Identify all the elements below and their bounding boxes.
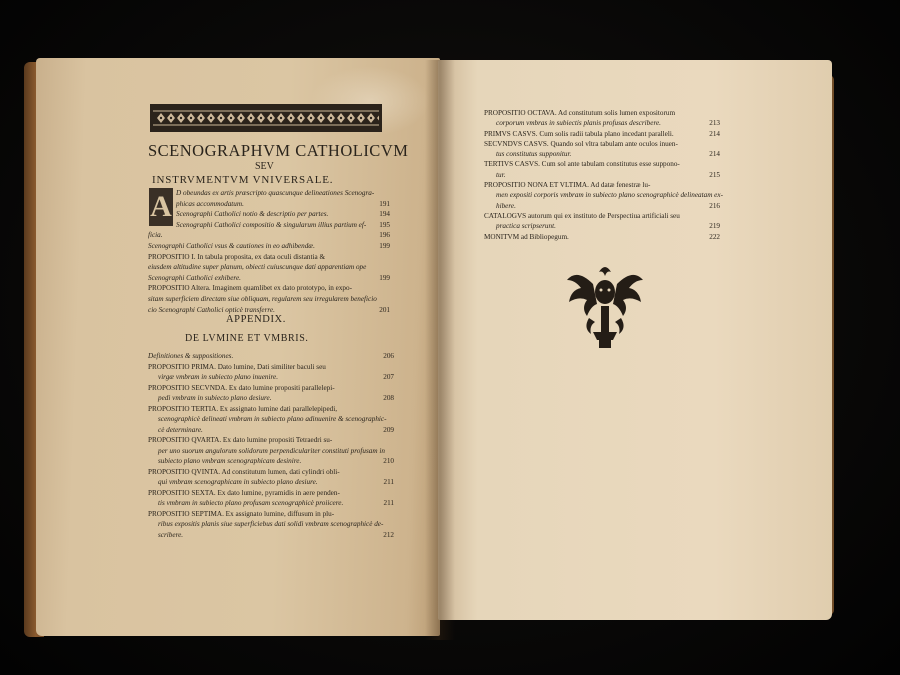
toc-line [148,477,394,488]
toc-line [484,139,720,149]
toc-line [148,446,394,457]
toc-text: PROPOSITIO Altera. Imaginem quamlibet ex dato prototypo, in expo- [148,284,353,293]
toc-line [148,262,390,273]
toc-line [148,199,390,210]
toc-line [484,190,723,200]
toc-line [148,241,390,252]
seu-label: SEV [255,161,274,172]
toc-line [148,220,390,231]
toc-page-number: 191 [379,199,390,208]
toc-text: PROPOSITIO OCTAVA. Ad constitutum solis lumen expositorum [484,109,676,117]
toc-part2 [148,351,394,540]
toc-line [484,170,720,180]
toc-text: tur. [496,170,506,179]
toc-line [148,362,394,373]
tailpiece-vignette [563,262,647,350]
toc-line [148,488,394,499]
toc-page-number: 212 [383,530,394,539]
toc-page-number: 222 [709,232,720,241]
toc-text: tis vmbram in subiecto plano profusam scenographicè proiicere. [158,499,344,507]
main-title: SCENOGRAPHVM CATHOLICVM [148,141,409,160]
toc-text: D obeundas ex artis præscripto quascunque delineationes Scenogra- [176,189,375,197]
toc-line [484,129,720,139]
toc-text: cè determinare. [158,425,203,434]
toc-line [148,456,394,467]
toc-right [484,108,723,242]
toc-page-number: 201 [379,305,390,314]
toc-line [484,232,720,242]
toc-text: scribere. [158,530,184,539]
toc-text: MONITVM ad Bibliopegum. [484,232,569,241]
toc-text: tus constitutus supponitur. [496,150,572,159]
toc-line [148,383,394,394]
toc-text: per uno suorum angulorum solidorum perpendiculariter constituti profusam in [158,446,385,455]
toc-line [148,351,394,362]
toc-line [148,188,390,199]
toc-line [148,372,394,383]
toc-text: SECVNDVS CASVS. Quando sol vltra tabulam ante oculos inuen- [484,139,678,148]
toc-text: Scenographi Catholici compositio & singularum illius partium ef- [176,220,367,229]
toc-line [148,252,390,263]
toc-line [148,294,390,305]
toc-page-number: 208 [383,394,394,402]
toc-page-number: 211 [383,478,394,486]
toc-text: PROPOSITIO TERTIA. Ex assignato lumine dati parallelepipedi, [148,404,338,413]
toc-line [484,118,720,128]
toc-text: hibere. [496,201,516,210]
toc-text: subiecto plano vmbram scenographicam desinire. [158,457,302,465]
toc-text: Scenographi Catholici exhibere. [148,273,241,282]
toc-text: Definitiones & suppositiones. [148,352,234,360]
toc-part1 [148,188,390,315]
toc-line [148,230,390,241]
toc-page-number: 209 [383,425,394,434]
toc-page-number: 211 [383,499,394,507]
toc-page-number: 215 [709,170,720,179]
headpiece-ornament [150,104,382,132]
toc-page-number: 199 [379,241,390,250]
toc-line [148,404,394,415]
toc-text: PROPOSITIO QVINTA. Ad constitutum lumen, dati cylindri obli- [148,467,340,476]
toc-line [484,201,720,211]
toc-line [484,159,720,169]
toc-text: cio Scenographi Catholici opticè transferre. [148,305,275,314]
toc-line [148,414,394,425]
toc-page-number: 195 [379,220,390,229]
toc-page-number: 213 [709,119,720,128]
toc-text: virgæ vmbram in subiecto plano inuenire. [158,373,279,381]
toc-text: Scenographi Catholici notio & descriptio per partes. [176,210,329,219]
toc-page-number: 214 [709,129,720,138]
toc-line [484,211,720,221]
toc-line [148,467,394,478]
toc-text: CATALOGVS autorum qui ex instituto de Perspectiua artificiali seu [484,211,680,220]
toc-line [148,435,394,446]
toc-line [148,498,394,509]
toc-text: TERTIVS CASVS. Cum sol ante tabulam constitutus esse suppono- [484,160,680,169]
toc-line [148,509,394,520]
toc-text: ribus expositis planis siue superficiebus dati solidi vmbram scenographicè de- [158,520,384,528]
toc-text: eiusdem altitudine super planum, obiecti cuiuscunque dati apparentiam ope [148,263,367,272]
toc-text: pedi vmbram in subiecto plano desiure. [158,394,272,402]
toc-text: PROPOSITIO SEPTIMA. Ex assignato lumine, diffusum in plu- [148,509,335,518]
dropcap-letter: A [149,188,173,226]
toc-text: PROPOSITIO NONA ET VLTIMA. Ad datæ fenestræ lu- [484,181,651,190]
toc-text: sitam superficiem directam siue obliquam, regularem seu irregularem beneficio [148,294,377,303]
toc-page-number: 206 [383,352,394,360]
toc-line [148,519,394,530]
spine-shadow [425,60,455,640]
toc-line [484,221,720,231]
toc-line [148,273,390,284]
appendix-heading: APPENDIX. [226,314,286,325]
toc-page-number: 210 [383,457,394,465]
toc-line [484,149,720,159]
toc-page-number: 216 [709,201,720,210]
toc-line [148,283,390,294]
toc-text: PROPOSITIO SEXTA. Ex dato lumine, pyramidis in aere penden- [148,488,340,497]
toc-text: qui vmbram scenographicam in subiecto plano desiure. [158,478,318,486]
toc-text: practica scripserunt. [496,222,556,231]
toc-line [148,530,394,541]
toc-text: PRIMVS CASVS. Cum solis radii tabula plano incedant paralleli. [484,129,674,138]
toc-text: corporum vmbras in subiectis planis profusas describere. [496,119,661,128]
toc-text: men expositi corporis vmbram in subiecto plano scenographicè delineatam ex- [496,191,723,200]
toc-line [484,180,720,190]
toc-page-number: 194 [379,210,390,219]
toc-page-number: 199 [379,273,390,282]
toc-line [484,108,720,118]
toc-page-number: 219 [709,222,720,231]
toc-text: Scenographi Catholici vsus & cautiones in eo adhibendæ. [148,241,315,250]
toc-text: PROPOSITIO I. In tabula proposita, ex data oculi distantia & [148,252,326,261]
toc-text: scenographicè delineati vmbram in subiecto plano adinuenire & scenographic- [158,415,387,423]
toc-page-number: 207 [383,373,394,381]
toc-text: phicas accommodatum. [176,199,244,208]
toc-text: PROPOSITIO SECVNDA. Ex dato lumine propositi parallelepi- [148,383,335,392]
toc-text: ficia. [148,231,163,240]
toc-line [148,209,390,220]
toc-page-number: 196 [379,231,390,240]
toc-text: PROPOSITIO QVARTA. Ex dato lumine propositi Tetraedri su- [148,436,333,444]
de-lumine-heading: DE LVMINE ET VMBRIS. [185,333,309,344]
toc-text: PROPOSITIO PRIMA. Dato lumine, Dati similiter baculi seu [148,362,326,371]
subtitle: INSTRVMENTVM VNIVERSALE. [152,174,334,186]
toc-page-number: 214 [709,150,720,159]
toc-line [148,393,394,404]
toc-line [148,425,394,436]
